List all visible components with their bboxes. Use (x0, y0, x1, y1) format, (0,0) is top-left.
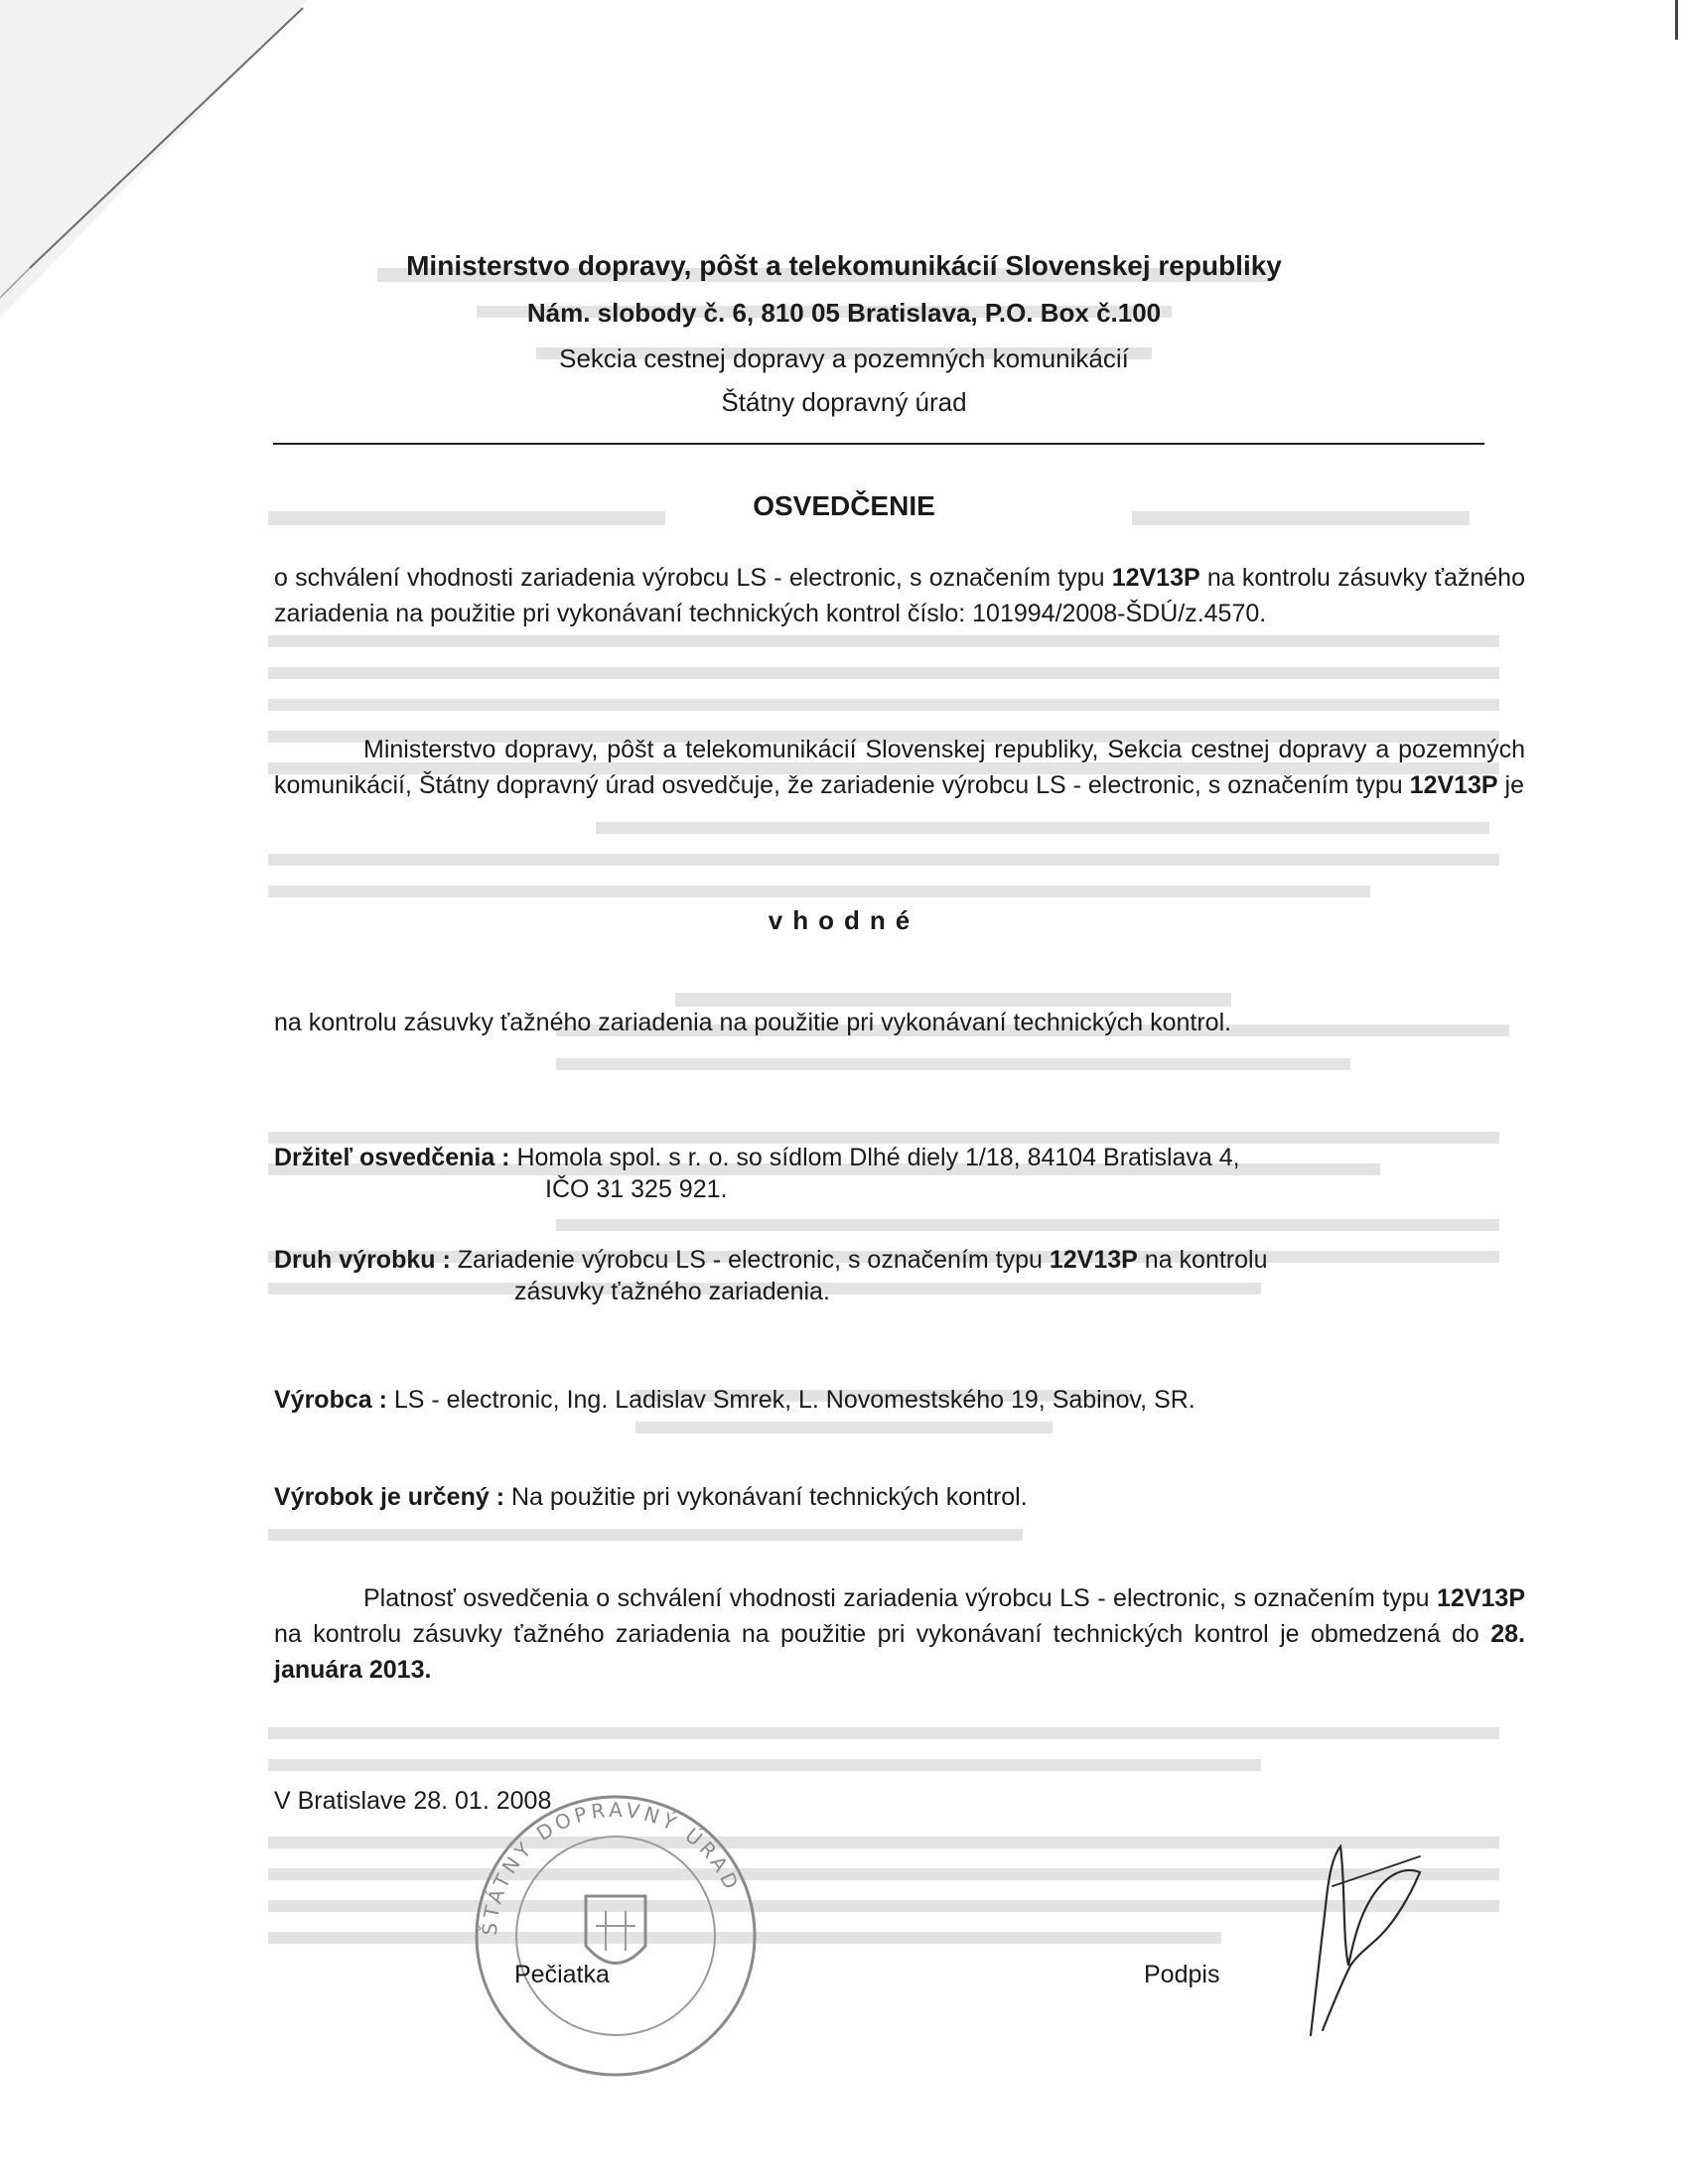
purpose-paragraph: na kontrolu zásuvky ťažného zariadenia na použitie pri vykonávaní technických kontrol. (274, 1009, 1232, 1036)
ministry-name: Ministerstvo dopravy, pôšt a telekomunikácií Slovenskej republiky (406, 250, 1282, 281)
intended-use-value: Na použitie pri vykonávaní technických kontrol. (504, 1483, 1028, 1511)
place-and-date: V Bratislave 28. 01. 2008 (274, 1787, 552, 1815)
product-type-value-end: na kontrolu (1137, 1246, 1268, 1274)
signature-label: Podpis (1144, 1961, 1220, 1988)
product-type-code: 12V13P (1049, 1246, 1138, 1274)
statement-text-start: Ministerstvo dopravy, pôšt a telekomunikácií Slovenskej republiky, Sekcia cestnej dopravy a pozemných komunikácií, Štátny dopravný úrad osvedčuje, že zariadenie výrobcu LS - electronic, s označením typu (274, 736, 1525, 799)
validity-text-start: Platnosť osvedčenia o schválení vhodnosti zariadenia výrobcu LS - electronic, s označením typu (363, 1584, 1438, 1612)
ministry-address: Nám. slobody č. 6, 810 05 Bratislava, P.O. Box č.100 (526, 298, 1162, 328)
validity-expiry-date: 28. januára 2013. (274, 1620, 1525, 1684)
holder-value: Homola spol. s r. o. so sídlom Dlhé diely 1/18, 84104 Bratislava 4, (509, 1144, 1240, 1171)
manufacturer-field (274, 1382, 1525, 1418)
holder-id: IČO 31 325 921. (545, 1175, 728, 1203)
header-divider (273, 443, 1484, 445)
handwritten-signature (1271, 1827, 1450, 2045)
product-type-value-start: Zariadenie výrobcu LS - electronic, s označením typu (450, 1246, 1050, 1274)
statement-type-code: 12V13P (1409, 771, 1498, 799)
office-name: Štátny dopravný úrad (721, 387, 967, 417)
stamp-text: ŠTÁTNY DOPRAVNÝ ÚRAD (477, 1797, 746, 1937)
scan-edge-mark (1675, 0, 1678, 40)
validity-paragraph (274, 1580, 1525, 1688)
section-name: Sekcia cestnej dopravy a pozemných komunikácií (559, 343, 1129, 373)
intro-text-start: o schválení vhodnosti zariadenia výrobcu LS - electronic, s označením typu (274, 564, 1112, 592)
official-stamp (457, 1777, 774, 2095)
verdict-text: vhodné (768, 905, 920, 935)
intro-text-end: na kontrolu zásuvky ťažného zariadenia na použitie pri vykonávaní technických kontrol číslo: 101994/2008-ŠDÚ/z.4570. (274, 564, 1525, 627)
product-type-label: Druh výrobku : (274, 1246, 451, 1274)
manufacturer-value: LS - electronic, Ing. Ladislav Smrek, L. Novomestského 19, Sabinov, SR. (386, 1386, 1196, 1414)
holder-field (274, 1140, 1525, 1175)
intended-use-field (274, 1479, 1525, 1515)
holder-label: Držiteľ osvedčenia : (274, 1144, 510, 1171)
manufacturer-label: Výrobca : (274, 1386, 387, 1414)
product-type-field (274, 1242, 1525, 1278)
statement-paragraph (274, 732, 1525, 803)
validity-text-mid: na kontrolu zásuvky ťažného zariadenia na použitie pri vykonávaní technických kontrol je obmedzená do (274, 1620, 1491, 1648)
statement-text-end: je (1497, 771, 1525, 799)
intro-paragraph (274, 560, 1525, 631)
stamp-label: Pečiatka (514, 1961, 610, 1988)
document-title: OSVEDČENIE (753, 490, 935, 521)
intended-use-label: Výrobok je určený : (274, 1483, 505, 1511)
validity-type-code: 12V13P (1437, 1584, 1525, 1612)
intro-type-code: 12V13P (1111, 564, 1200, 592)
product-type-continuation: zásuvky ťažného zariadenia. (514, 1278, 830, 1305)
